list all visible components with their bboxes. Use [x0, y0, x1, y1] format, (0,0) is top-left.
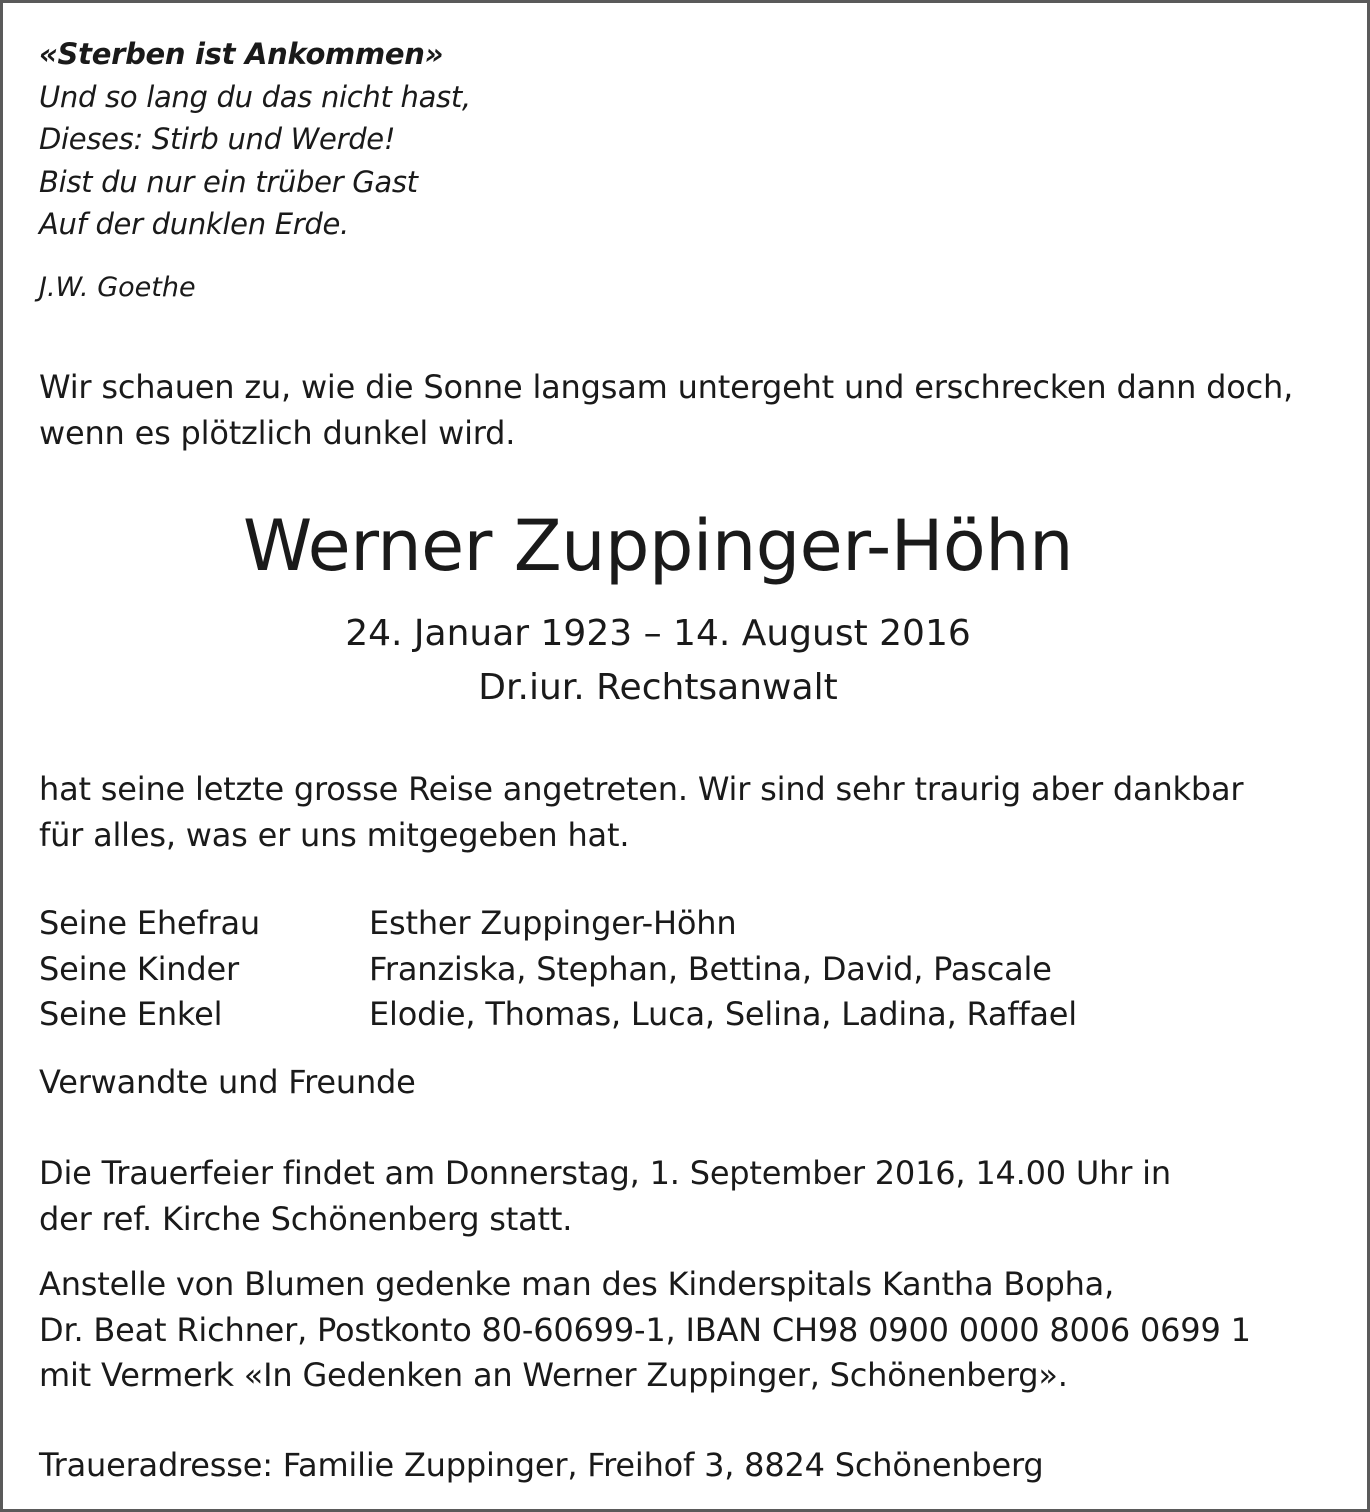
family-names: Elodie, Thomas, Luca, Selina, Ladina, Raffael [369, 995, 1077, 1033]
service-line: Die Trauerfeier findet am Donnerstag, 1. September 2016, 14.00 Uhr in [39, 1154, 1171, 1192]
poem-line: Dieses: Stirb und Werde! [39, 122, 396, 156]
family-row-children [39, 947, 1077, 993]
family-row-spouse [39, 901, 1077, 947]
donation-line: Anstelle von Blumen gedenke man des Kinderspitals Kantha Bopha, [39, 1265, 1115, 1303]
poem-line: Und so lang du das nicht hast, [39, 79, 471, 114]
family-relation: Seine Enkel [39, 995, 223, 1033]
donation-line: mit Vermerk «In Gedenken an Werner Zuppinger, Schönenberg». [39, 1356, 1068, 1394]
family-names: Franziska, Stephan, Bettina, David, Pascale [369, 949, 1052, 988]
family-names: Esther Zuppinger-Höhn [369, 904, 737, 942]
poem-line: Bist du nur ein trüber Gast [39, 164, 418, 199]
message-line: hat seine letzte grosse Reise angetreten. Wir sind sehr traurig aber dankbar [39, 770, 1244, 808]
occupation: Dr.iur. Rechtsanwalt [478, 667, 838, 708]
deceased-name: Werner Zuppinger-Höhn [243, 505, 1073, 587]
poem-title: «Sterben ist Ankommen» [39, 37, 444, 71]
family-row-grandchildren [39, 992, 1077, 1038]
goethe-poem [39, 33, 471, 246]
family-relation: Seine Ehefrau [39, 904, 260, 942]
message-line: für alles, was er uns mitgegeben hat. [39, 815, 630, 854]
intro-line: Wir schauen zu, wie die Sonne langsam untergeht und erschrecken dann doch, [39, 368, 1294, 406]
relatives-and-friends: Verwandte und Freunde [39, 1063, 416, 1101]
family-relation: Seine Kinder [39, 949, 239, 988]
poem-author: J.W. Goethe [39, 272, 196, 303]
intro-line: wenn es plötzlich dunkel wird. [39, 413, 516, 452]
farewell-message [39, 767, 1243, 858]
mourning-address: Traueradresse: Familie Zuppinger, Freihof 3, 8824 Schönenberg [39, 1446, 1044, 1484]
funeral-service-info [39, 1151, 1171, 1242]
service-line: der ref. Kirche Schönenberg statt. [39, 1199, 573, 1238]
family-list [39, 901, 1077, 1038]
donation-info [39, 1262, 1251, 1399]
donation-line: Dr. Beat Richner, Postkonto 80-60699-1, IBAN CH98 0900 0000 8006 0699 1 [39, 1310, 1251, 1349]
life-dates: 24. Januar 1923 – 14. August 2016 [345, 613, 971, 654]
poem-line: Auf der dunklen Erde. [39, 207, 349, 241]
intro-text [39, 365, 1293, 456]
